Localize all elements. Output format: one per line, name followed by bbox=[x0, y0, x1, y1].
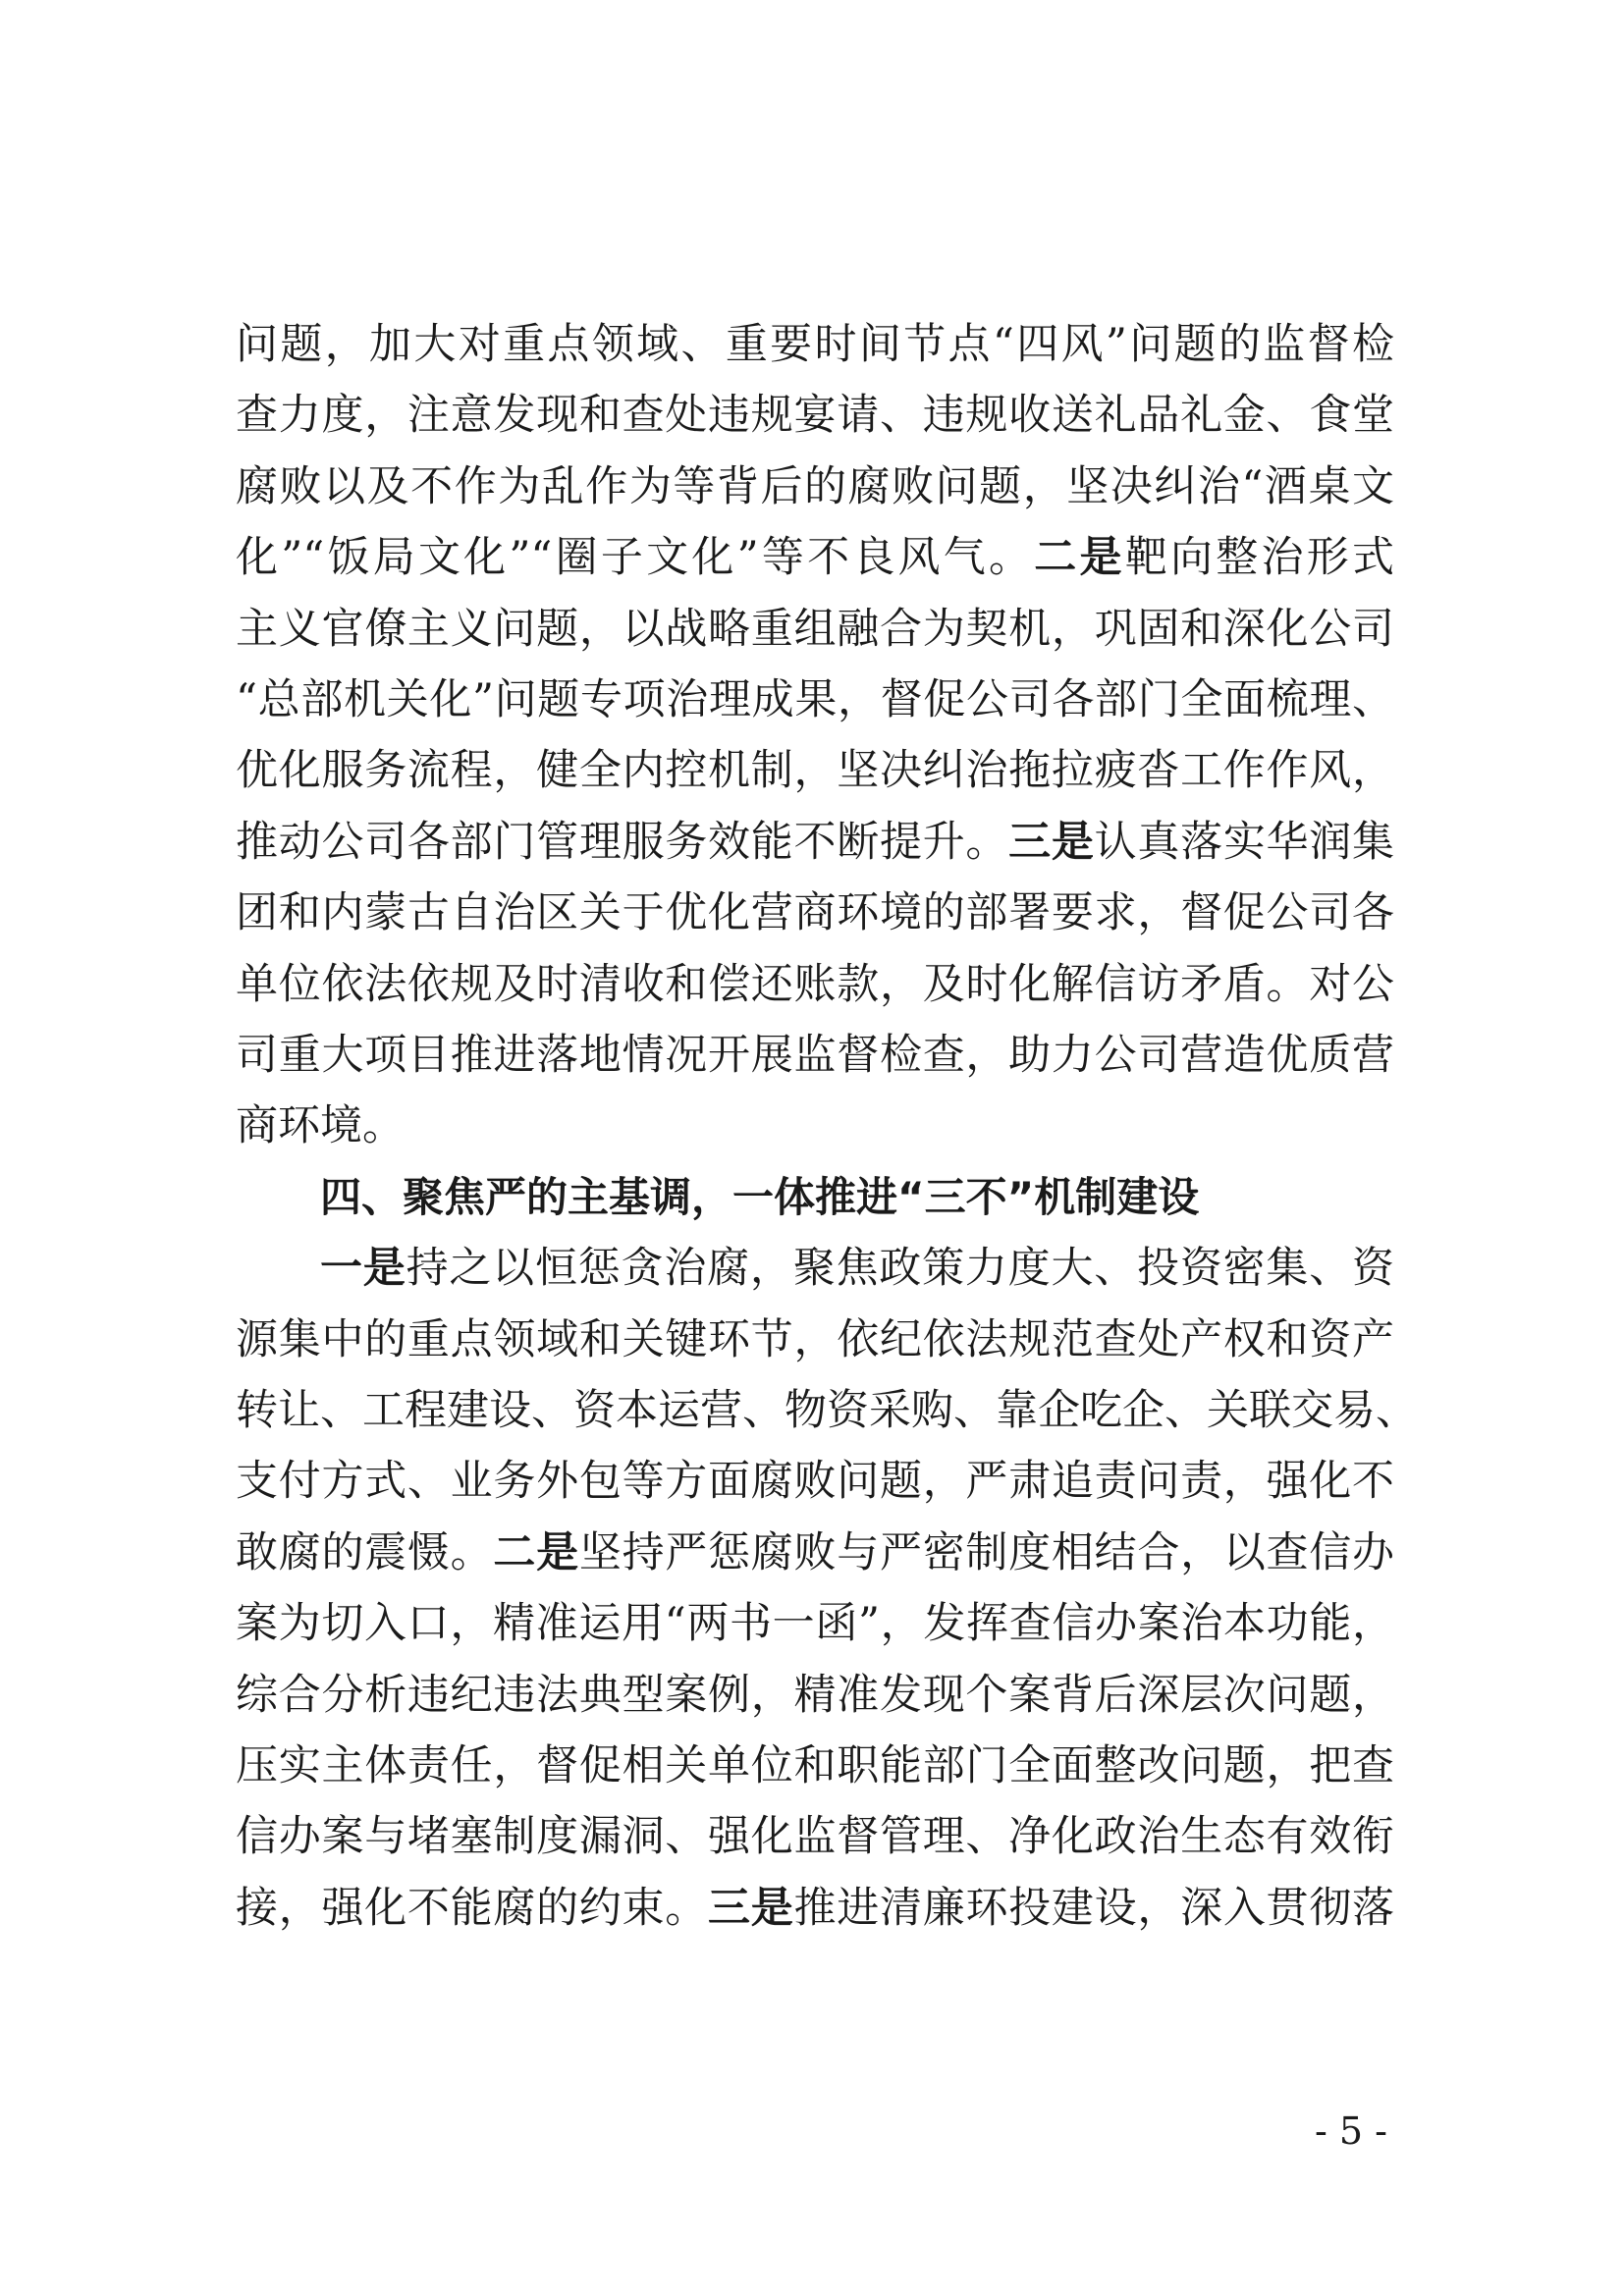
text-line bbox=[236, 1383, 1418, 1438]
text-run: 优化服务流程，健全内控机制，坚决纠治拖拉疲沓工作作风， bbox=[236, 746, 1394, 796]
text-line bbox=[236, 602, 1394, 657]
bold-lead-phrase: 一是 bbox=[320, 1244, 406, 1294]
text-run: 坚持严惩腐败与严密制度相结合，以查信办 bbox=[578, 1527, 1395, 1577]
text-line bbox=[236, 459, 1394, 514]
text-line bbox=[236, 388, 1394, 443]
text-run: 信办案与堵塞制度漏洞、强化监督管理、净化政治生态有效衔 bbox=[236, 1812, 1394, 1862]
text-run: 压实主体责任，督促相关单位和职能部门全面整改问题，把查 bbox=[236, 1741, 1394, 1790]
text-run: 查力度，注意发现和查处违规宴请、违规收送礼品礼金、食堂 bbox=[236, 391, 1394, 441]
text-line bbox=[236, 1312, 1394, 1367]
text-line bbox=[236, 1454, 1394, 1509]
text-run: 商环境。 bbox=[236, 1101, 405, 1151]
text-run: 持之以恒惩贪治腐，聚焦政策力度大、投资密集、资 bbox=[406, 1244, 1395, 1294]
text-run: “总部机关化”问题专项治理成果，督促公司各部门全面梳理、 bbox=[236, 675, 1394, 724]
text-run: 案为切入口，精准运用“两书一函”，发挥查信办案治本功能， bbox=[236, 1599, 1394, 1649]
text-run: 推进清廉环投建设，深入贯彻落 bbox=[793, 1883, 1395, 1933]
text-run: 源集中的重点领域和关键环节，依纪依法规范查处产权和资产 bbox=[236, 1314, 1394, 1364]
text-run: 敢腐的震慑。 bbox=[236, 1527, 494, 1577]
text-line bbox=[236, 1098, 1394, 1153]
text-line bbox=[236, 1596, 1394, 1651]
page-number: - 5 - bbox=[1314, 2109, 1387, 2153]
text-line bbox=[236, 743, 1394, 798]
text-line bbox=[236, 885, 1394, 940]
text-line bbox=[236, 1525, 1394, 1580]
text-run: 支付方式、业务外包等方面腐败问题，严肃追责问责，强化不 bbox=[236, 1457, 1394, 1507]
bold-lead-phrase: 三是 bbox=[708, 1883, 794, 1933]
bold-lead-phrase: 二是 bbox=[1034, 533, 1125, 583]
text-run: 单位依法依规及时清收和偿还账款，及时化解信访矛盾。对公 bbox=[236, 959, 1394, 1009]
text-run: 司重大项目推进落地情况开展监督检查，助力公司营造优质营 bbox=[236, 1031, 1394, 1080]
bold-lead-phrase: 二是 bbox=[493, 1527, 579, 1577]
text-run: 团和内蒙古自治区关于优化营商环境的部署要求，督促公司各 bbox=[236, 888, 1394, 938]
section-heading bbox=[236, 1170, 1394, 1225]
bold-lead-phrase: 三是 bbox=[1008, 817, 1095, 867]
text-run: 综合分析违纪违法典型案例，精准发现个案背后深层次问题， bbox=[236, 1670, 1394, 1720]
text-run: 认真落实华润集 bbox=[1094, 817, 1395, 867]
text-line bbox=[236, 1241, 1394, 1296]
text-run: 靶向整治形式 bbox=[1124, 533, 1395, 583]
text-line bbox=[236, 1809, 1394, 1864]
text-run: 主义官僚主义问题，以战略重组融合为契机，巩固和深化公司 bbox=[236, 604, 1394, 654]
text-run: 化”“饭局文化”“圈子文化”等不良风气。 bbox=[236, 533, 1035, 583]
text-line bbox=[236, 317, 1394, 372]
text-run: 四、聚焦严的主基调，一体推进“三不”机制建设 bbox=[320, 1172, 1200, 1221]
text-run: 问题，加大对重点领域、重要时间节点“四风”问题的监督检 bbox=[236, 320, 1394, 369]
text-line bbox=[236, 1738, 1394, 1793]
text-line bbox=[236, 957, 1394, 1012]
text-line bbox=[236, 1668, 1394, 1723]
text-run: 接，强化不能腐的约束。 bbox=[236, 1883, 709, 1933]
text-line bbox=[236, 530, 1394, 585]
text-line bbox=[236, 815, 1394, 870]
text-run: 腐败以及不作为乱作为等背后的腐败问题，坚决纠治“酒桌文 bbox=[236, 461, 1394, 511]
text-line bbox=[236, 1028, 1394, 1083]
text-line bbox=[236, 672, 1394, 727]
text-line bbox=[236, 1881, 1394, 1936]
text-run: 转让、工程建设、资本运营、物资采购、靠企吃企、关联交易、 bbox=[236, 1386, 1418, 1435]
text-run: 推动公司各部门管理服务效能不断提升。 bbox=[236, 817, 1009, 867]
